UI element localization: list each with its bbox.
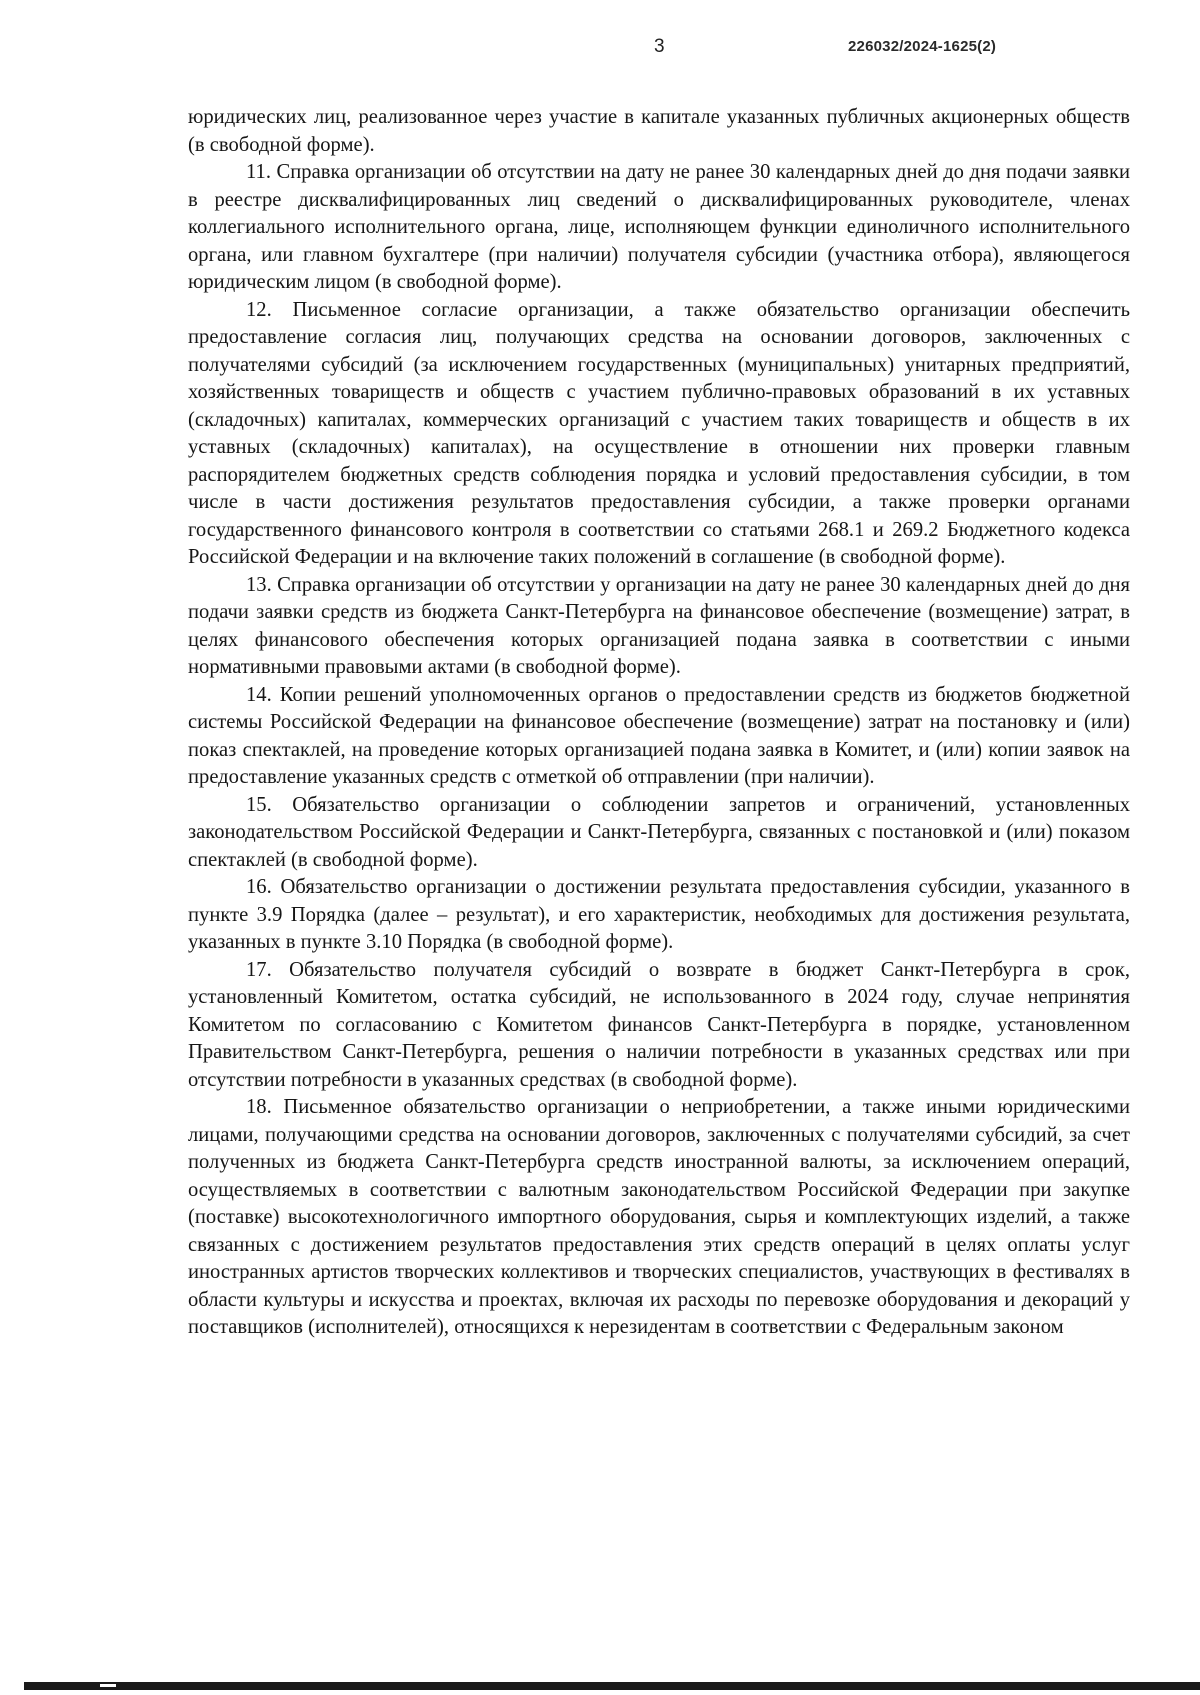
paragraph-item-12: 12. Письменное согласие организации, а также обязательство организации обеспечить предоставление согласия лиц, получающих средства на основании договоров, заключенных с получателями субсидий (за исключением государственных (муниципальных) унитарных предприятий, хозяйственных товариществ и обществ с участием публично-правовых образований в их уставных (складочных) капиталах, коммерческих организаций с участием таких товариществ и обществ в их уставных (складочных) капиталах), на осуществление в отношении них проверки главным распорядителем бюджетных средств соблюдения порядка и условий предоставления субсидии, в том числе в части достижения результатов предоставления субсидии, а также проверки органами государственного финансового контроля в соответствии со статьями 268.1 и 269.2 Бюджетного кодекса Российской Федерации и на включение таких положений в соглашение (в свободной форме). (188, 298, 1130, 568)
document-id: 226032/2024-1625(2) (848, 38, 997, 55)
paragraph-continuation: юридических лиц, реализованное через участие в капитале указанных публичных акционерных обществ (в свободной форме). (188, 106, 1130, 156)
paragraph-item-13: 13. Справка организации об отсутствии у организации на дату не ранее 30 календарных дней до дня подачи заявки средств из бюджета Санкт-Петербурга на финансовое обеспечение (возмещение) затрат, в целях финансового обеспечения которых организацией подана заявка в соответствии с иными нормативными правовыми актами (в свободной форме). (188, 573, 1130, 678)
paragraph-item-15: 15. Обязательство организации о соблюдении запретов и ограничений, установленных законодательством Российской Федерации и Санкт-Петербурга, связанных с постановкой и (или) показом спектаклей (в свободной форме). (188, 793, 1130, 871)
paragraph-item-18: 18. Письменное обязательство организации о неприобретении, а также иными юридическими лицами, получающими средства на основании договоров, заключенных с получателями субсидий, за счет полученных из бюджета Санкт-Петербурга средств иностранной валюты, за исключением операций, осуществляемых в соответствии с валютным законодательством Российской Федерации при закупке (поставке) высокотехнологичного импортного оборудования, сырья и комплектующих изделий, а также связанных с достижением результатов предоставления этих средств операций в целях оплаты услуг иностранных артистов творческих коллективов и творческих специалистов, участвующих в фестивалях в области культуры и искусства и проектах, включая их расходы по перевозке оборудования и декораций у поставщиков (исполнителей), относящихся к нерезидентам в соответствии с Федеральным законом (188, 1096, 1130, 1338)
scan-bottom-edge (24, 1682, 1200, 1690)
paragraph-item-11: 11. Справка организации об отсутствии на дату не ранее 30 календарных дней до дня подачи заявки в реестре дисквалифицированных лиц сведений о дисквалифицированных руководителе, членах коллегиального исполнительного органа, лице, исполняющем функции единоличного исполнительного органа, или главном бухгалтере (при наличии) получателя субсидии (участника отбора), являющегося юридическим лицом (в свободной форме). (188, 161, 1130, 293)
document-body (188, 104, 1130, 1342)
paragraph-item-17: 17. Обязательство получателя субсидий о возврате в бюджет Санкт-Петербурга в срок, установленный Комитетом, остатка субсидий, не использованного в 2024 году, случае непринятия Комитетом по согласованию с Комитетом финансов Санкт-Петербурга в порядке, установленном Правительством Санкт-Петербурга, решения о наличии потребности в указанных средствах или при отсутствии потребности в указанных средствах (в свободной форме). (188, 958, 1130, 1091)
paragraph-item-14: 14. Копии решений уполномоченных органов о предоставлении средств из бюджетов бюджетной системы Российской Федерации на финансовое обеспечение (возмещение) затрат на постановку и (или) показ спектаклей, на проведение которых организацией подана заявка в Комитет, и (или) копии заявок на предоставление указанных средств с отметкой об отправлении (при наличии). (188, 683, 1130, 788)
page-number: 3 (654, 36, 665, 57)
scan-edge-gap (100, 1684, 116, 1687)
paragraph-item-16: 16. Обязательство организации о достижении результата предоставления субсидии, указанного в пункте 3.9 Порядка (далее – результат), и его характеристик, необходимых для достижения результата, указанных в пункте 3.10 Порядка (в свободной форме). (188, 876, 1130, 953)
